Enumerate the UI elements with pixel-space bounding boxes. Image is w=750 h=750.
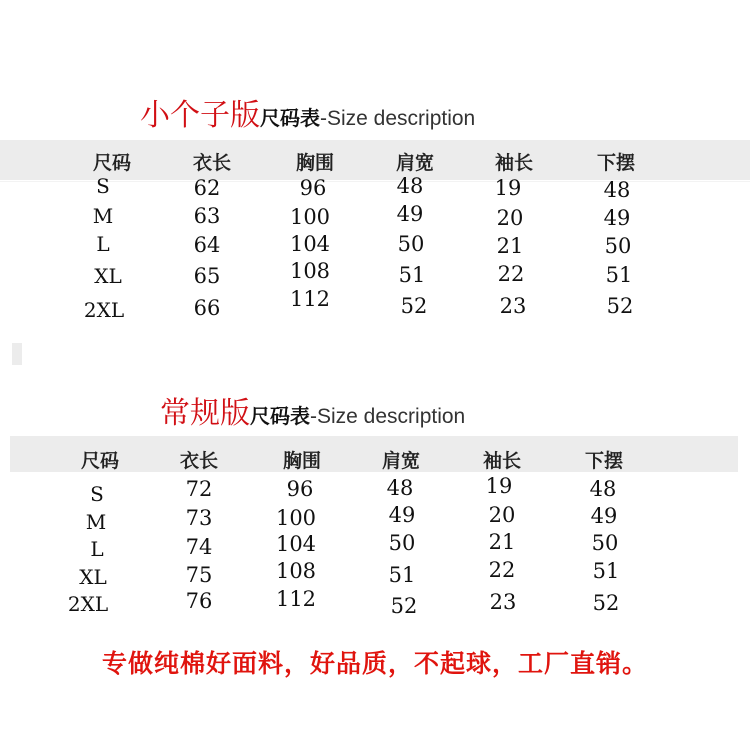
cell-length: 73 bbox=[185, 506, 213, 530]
col-head-size: 尺码 bbox=[80, 450, 119, 472]
cell-chest: 112 bbox=[275, 587, 317, 611]
cell-hem: 52 bbox=[592, 591, 620, 615]
title-version: 小个子版 bbox=[140, 98, 260, 133]
cell-sleeve: 19 bbox=[485, 474, 513, 498]
cell-size: S bbox=[90, 482, 104, 506]
cell-hem: 52 bbox=[606, 294, 634, 318]
col-head-chest: 胸围 bbox=[282, 450, 321, 472]
cell-shoulder: 50 bbox=[388, 531, 416, 555]
col-head-sleeve: 袖长 bbox=[482, 450, 521, 472]
col-head-shoulder: 肩宽 bbox=[395, 152, 434, 174]
cell-size: XL bbox=[94, 264, 122, 288]
cell-hem: 48 bbox=[589, 477, 617, 501]
cell-chest: 108 bbox=[289, 259, 331, 283]
cell-shoulder: 49 bbox=[396, 202, 424, 226]
cell-hem: 48 bbox=[603, 178, 631, 202]
cell-chest: 104 bbox=[275, 532, 317, 556]
cell-hem: 51 bbox=[605, 263, 633, 287]
cell-sleeve: 22 bbox=[488, 558, 516, 582]
cell-shoulder: 48 bbox=[396, 174, 424, 198]
title-english: -Size description bbox=[310, 405, 466, 428]
cell-sleeve: 22 bbox=[497, 262, 525, 286]
cell-sleeve: 19 bbox=[494, 176, 522, 200]
col-head-sleeve: 袖长 bbox=[494, 152, 533, 174]
cell-length: 76 bbox=[185, 589, 213, 613]
cell-length: 72 bbox=[185, 477, 213, 501]
cell-shoulder: 51 bbox=[388, 563, 416, 587]
divider bbox=[12, 343, 22, 365]
cell-size: L bbox=[90, 537, 104, 561]
title-version: 常规版 bbox=[160, 396, 250, 431]
col-head-hem: 下摆 bbox=[596, 152, 635, 174]
table-title bbox=[140, 90, 475, 134]
title-chart-label: 尺码表 bbox=[250, 404, 310, 428]
cell-hem: 50 bbox=[604, 234, 632, 258]
cell-size: M bbox=[92, 204, 114, 228]
footer-slogan: 专做纯棉好面料，好品质，不起球，工厂直销。 bbox=[101, 649, 648, 678]
table-title bbox=[160, 388, 465, 432]
cell-hem: 50 bbox=[591, 531, 619, 555]
cell-length: 65 bbox=[193, 264, 221, 288]
cell-length: 66 bbox=[193, 296, 221, 320]
cell-sleeve: 21 bbox=[488, 530, 516, 554]
cell-size: XL bbox=[79, 565, 107, 589]
col-head-shoulder: 肩宽 bbox=[381, 450, 420, 472]
cell-chest: 96 bbox=[286, 477, 314, 501]
cell-chest: 108 bbox=[275, 559, 317, 583]
cell-shoulder: 49 bbox=[388, 503, 416, 527]
cell-length: 64 bbox=[193, 233, 221, 257]
cell-shoulder: 52 bbox=[400, 294, 428, 318]
cell-shoulder: 51 bbox=[398, 263, 426, 287]
col-head-length: 衣长 bbox=[179, 450, 218, 472]
cell-length: 74 bbox=[185, 535, 213, 559]
cell-length: 75 bbox=[185, 563, 213, 587]
cell-chest: 100 bbox=[275, 506, 317, 530]
cell-sleeve: 23 bbox=[499, 294, 527, 318]
cell-chest: 100 bbox=[289, 205, 331, 229]
title-chart-label: 尺码表 bbox=[260, 106, 320, 130]
cell-shoulder: 50 bbox=[397, 232, 425, 256]
cell-length: 63 bbox=[193, 204, 221, 228]
title-english: -Size description bbox=[320, 107, 476, 130]
cell-shoulder: 48 bbox=[386, 476, 414, 500]
col-head-length: 衣长 bbox=[192, 152, 231, 174]
cell-sleeve: 21 bbox=[496, 234, 524, 258]
cell-size: 2XL bbox=[67, 592, 109, 616]
cell-chest: 96 bbox=[299, 176, 327, 200]
col-head-size: 尺码 bbox=[92, 152, 131, 174]
cell-size: M bbox=[85, 510, 107, 534]
cell-sleeve: 20 bbox=[488, 503, 516, 527]
col-head-hem: 下摆 bbox=[584, 450, 623, 472]
cell-hem: 49 bbox=[603, 206, 631, 230]
cell-sleeve: 23 bbox=[489, 590, 517, 614]
cell-size: 2XL bbox=[83, 298, 125, 322]
cell-length: 62 bbox=[193, 176, 221, 200]
cell-chest: 104 bbox=[289, 232, 331, 256]
cell-sleeve: 20 bbox=[496, 206, 524, 230]
cell-shoulder: 52 bbox=[390, 594, 418, 618]
cell-hem: 49 bbox=[590, 504, 618, 528]
cell-chest: 112 bbox=[289, 287, 331, 311]
col-head-chest: 胸围 bbox=[295, 152, 334, 174]
cell-size: L bbox=[96, 232, 110, 256]
cell-hem: 51 bbox=[592, 559, 620, 583]
cell-size: S bbox=[96, 174, 110, 198]
